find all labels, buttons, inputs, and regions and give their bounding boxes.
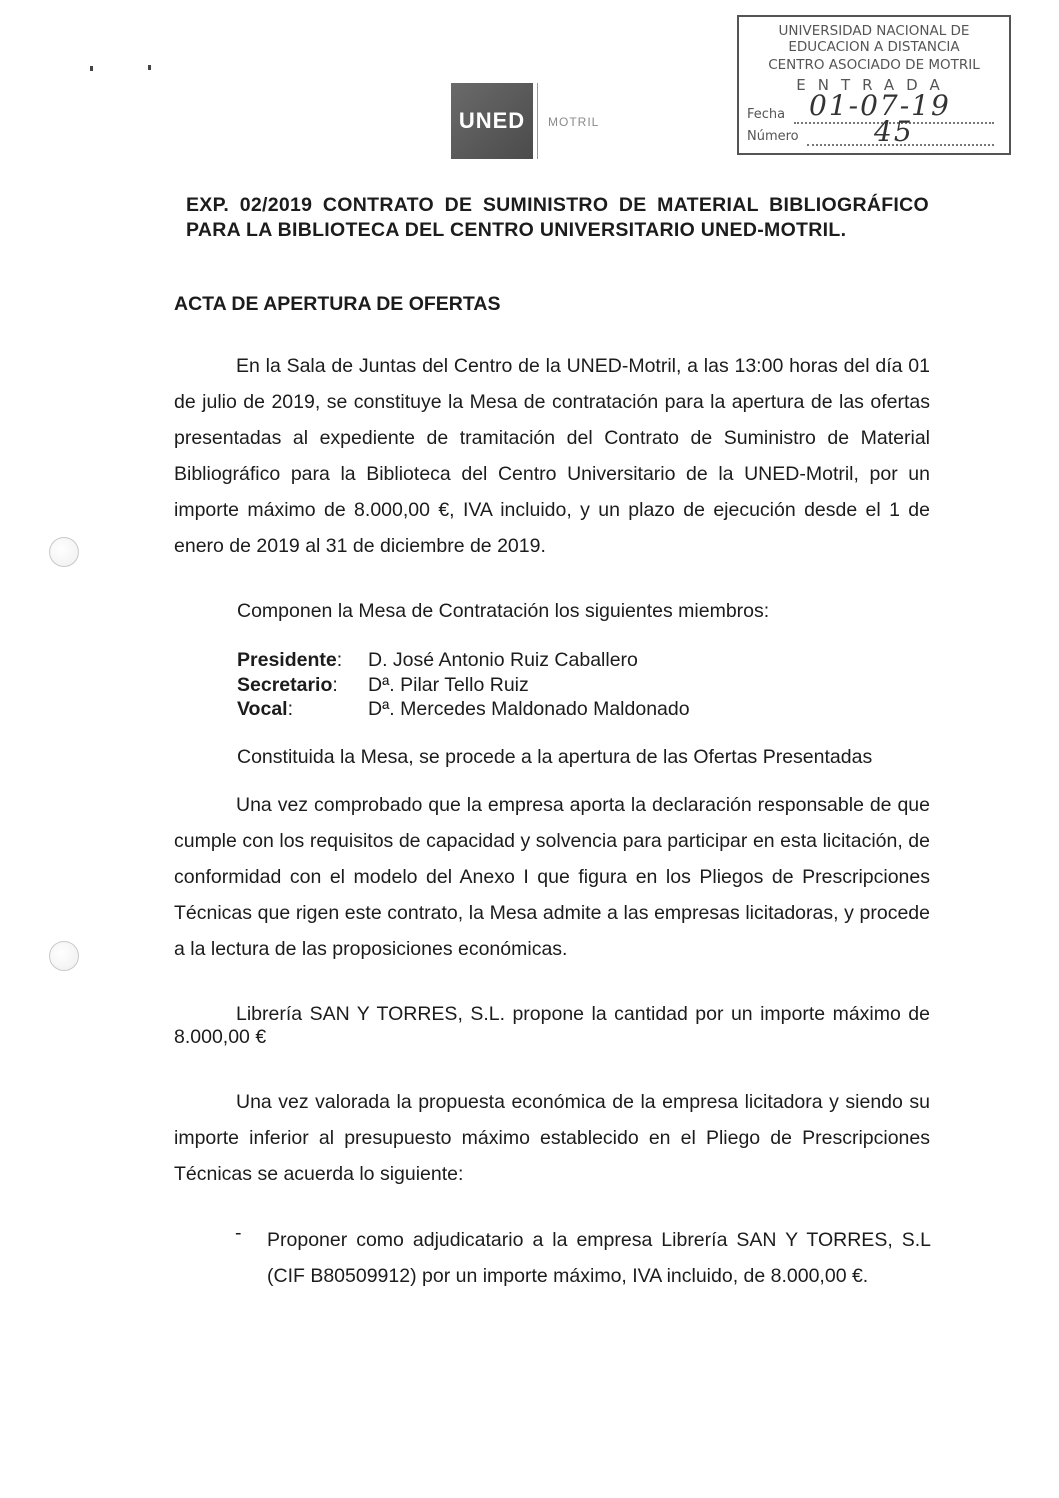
members-intro: Componen la Mesa de Contratación los siguientes miembros:	[237, 600, 770, 622]
paragraph-opening: En la Sala de Juntas del Centro de la UNED-Motril, a las 13:00 horas del día 01 de julio de 2019, se constituye la Mesa de contratación para la apertura de las ofertas presentadas al expediente de tramitación del Contrato de Suministro de Material Bibliográfico para la Biblioteca del Centro Universitario de la UNED-Motril, por un importe máximo de 8.000,00 €, IVA incluido, y un plazo de ejecución desde el 1 de enero de 2019 al 31 de diciembre de 2019.	[174, 355, 930, 557]
document-subtitle: ACTA DE APERTURA DE OFERTAS	[174, 293, 501, 315]
document-title: EXP. 02/2019 CONTRATO DE SUMINISTRO DE MATERIAL BIBLIOGRÁFICO PARA LA BIBLIOTECA DEL CENTRO UNIVERSITARIO UNED-MOTRIL.	[186, 194, 929, 241]
stamp-numero-value: 45	[874, 115, 914, 148]
stamp-fecha-label: Fecha	[747, 107, 786, 122]
entrance-stamp	[737, 15, 1011, 155]
scan-speck	[148, 65, 151, 70]
uned-logo	[451, 83, 533, 159]
member-role: Presidente	[237, 649, 337, 671]
scan-speck	[90, 66, 93, 71]
member-role: Vocal	[237, 698, 288, 720]
logo-main-text: UNED	[458, 108, 526, 133]
paragraph-offer: Librería SAN Y TORRES, S.L. propone la cantidad por un importe máximo de 8.000,00 €	[174, 1003, 930, 1048]
member-name: Dª. Mercedes Maldonado Maldonado	[368, 698, 690, 720]
bullet-proposal: Proponer como adjudicatario a la empresa Librería SAN Y TORRES, S.L (CIF B80509912) por un importe máximo, IVA incluido, de 8.000,00 €.	[267, 1229, 931, 1287]
logo-sub-text: MOTRIL	[548, 115, 600, 129]
stamp-entrada: ENTRADA	[796, 76, 952, 94]
member-row: Vocal: Dª. Mercedes Maldonado Maldonado	[237, 698, 690, 720]
punch-hole	[49, 537, 79, 567]
stamp-fecha-value: 01-07-19	[809, 89, 951, 122]
member-name: D. José Antonio Ruiz Caballero	[368, 649, 638, 671]
member-row: Secretario: Dª. Pilar Tello Ruiz	[237, 673, 529, 696]
stamp-line-3: CENTRO ASOCIADO DE MOTRIL	[768, 57, 980, 73]
logo-divider	[537, 83, 538, 159]
paragraph-constituted: Constituida la Mesa, se procede a la apertura de las Ofertas Presentadas	[237, 746, 873, 768]
stamp-line-2: EDUCACION A DISTANCIA	[788, 39, 960, 55]
member-row: Presidente: D. José Antonio Ruiz Caballero	[237, 649, 638, 671]
punch-hole	[49, 941, 79, 971]
member-name: Dª. Pilar Tello Ruiz	[368, 673, 529, 696]
paragraph-evaluation: Una vez valorada la propuesta económica de la empresa licitadora y siendo su importe inferior al presupuesto máximo establecido en el Pliego de Prescripciones Técnicas se acuerda lo siguiente:	[174, 1091, 930, 1185]
stamp-line-1: UNIVERSIDAD NACIONAL DE	[778, 23, 970, 39]
stamp-numero-label: Número	[747, 129, 799, 144]
bullet-dash: -	[235, 1222, 242, 1244]
paragraph-verification: Una vez comprobado que la empresa aporta la declaración responsable de que cumple con los requisitos de capacidad y solvencia para participar en esta licitación, de conformidad con el modelo del Anexo I que figura en los Pliegos de Prescripciones Técnicas que rigen este contrato, la Mesa admite a las empresas licitadoras, y procede a la lectura de las proposiciones económicas.	[174, 794, 930, 960]
member-role: Secretario	[237, 673, 333, 696]
members-list	[237, 648, 690, 722]
